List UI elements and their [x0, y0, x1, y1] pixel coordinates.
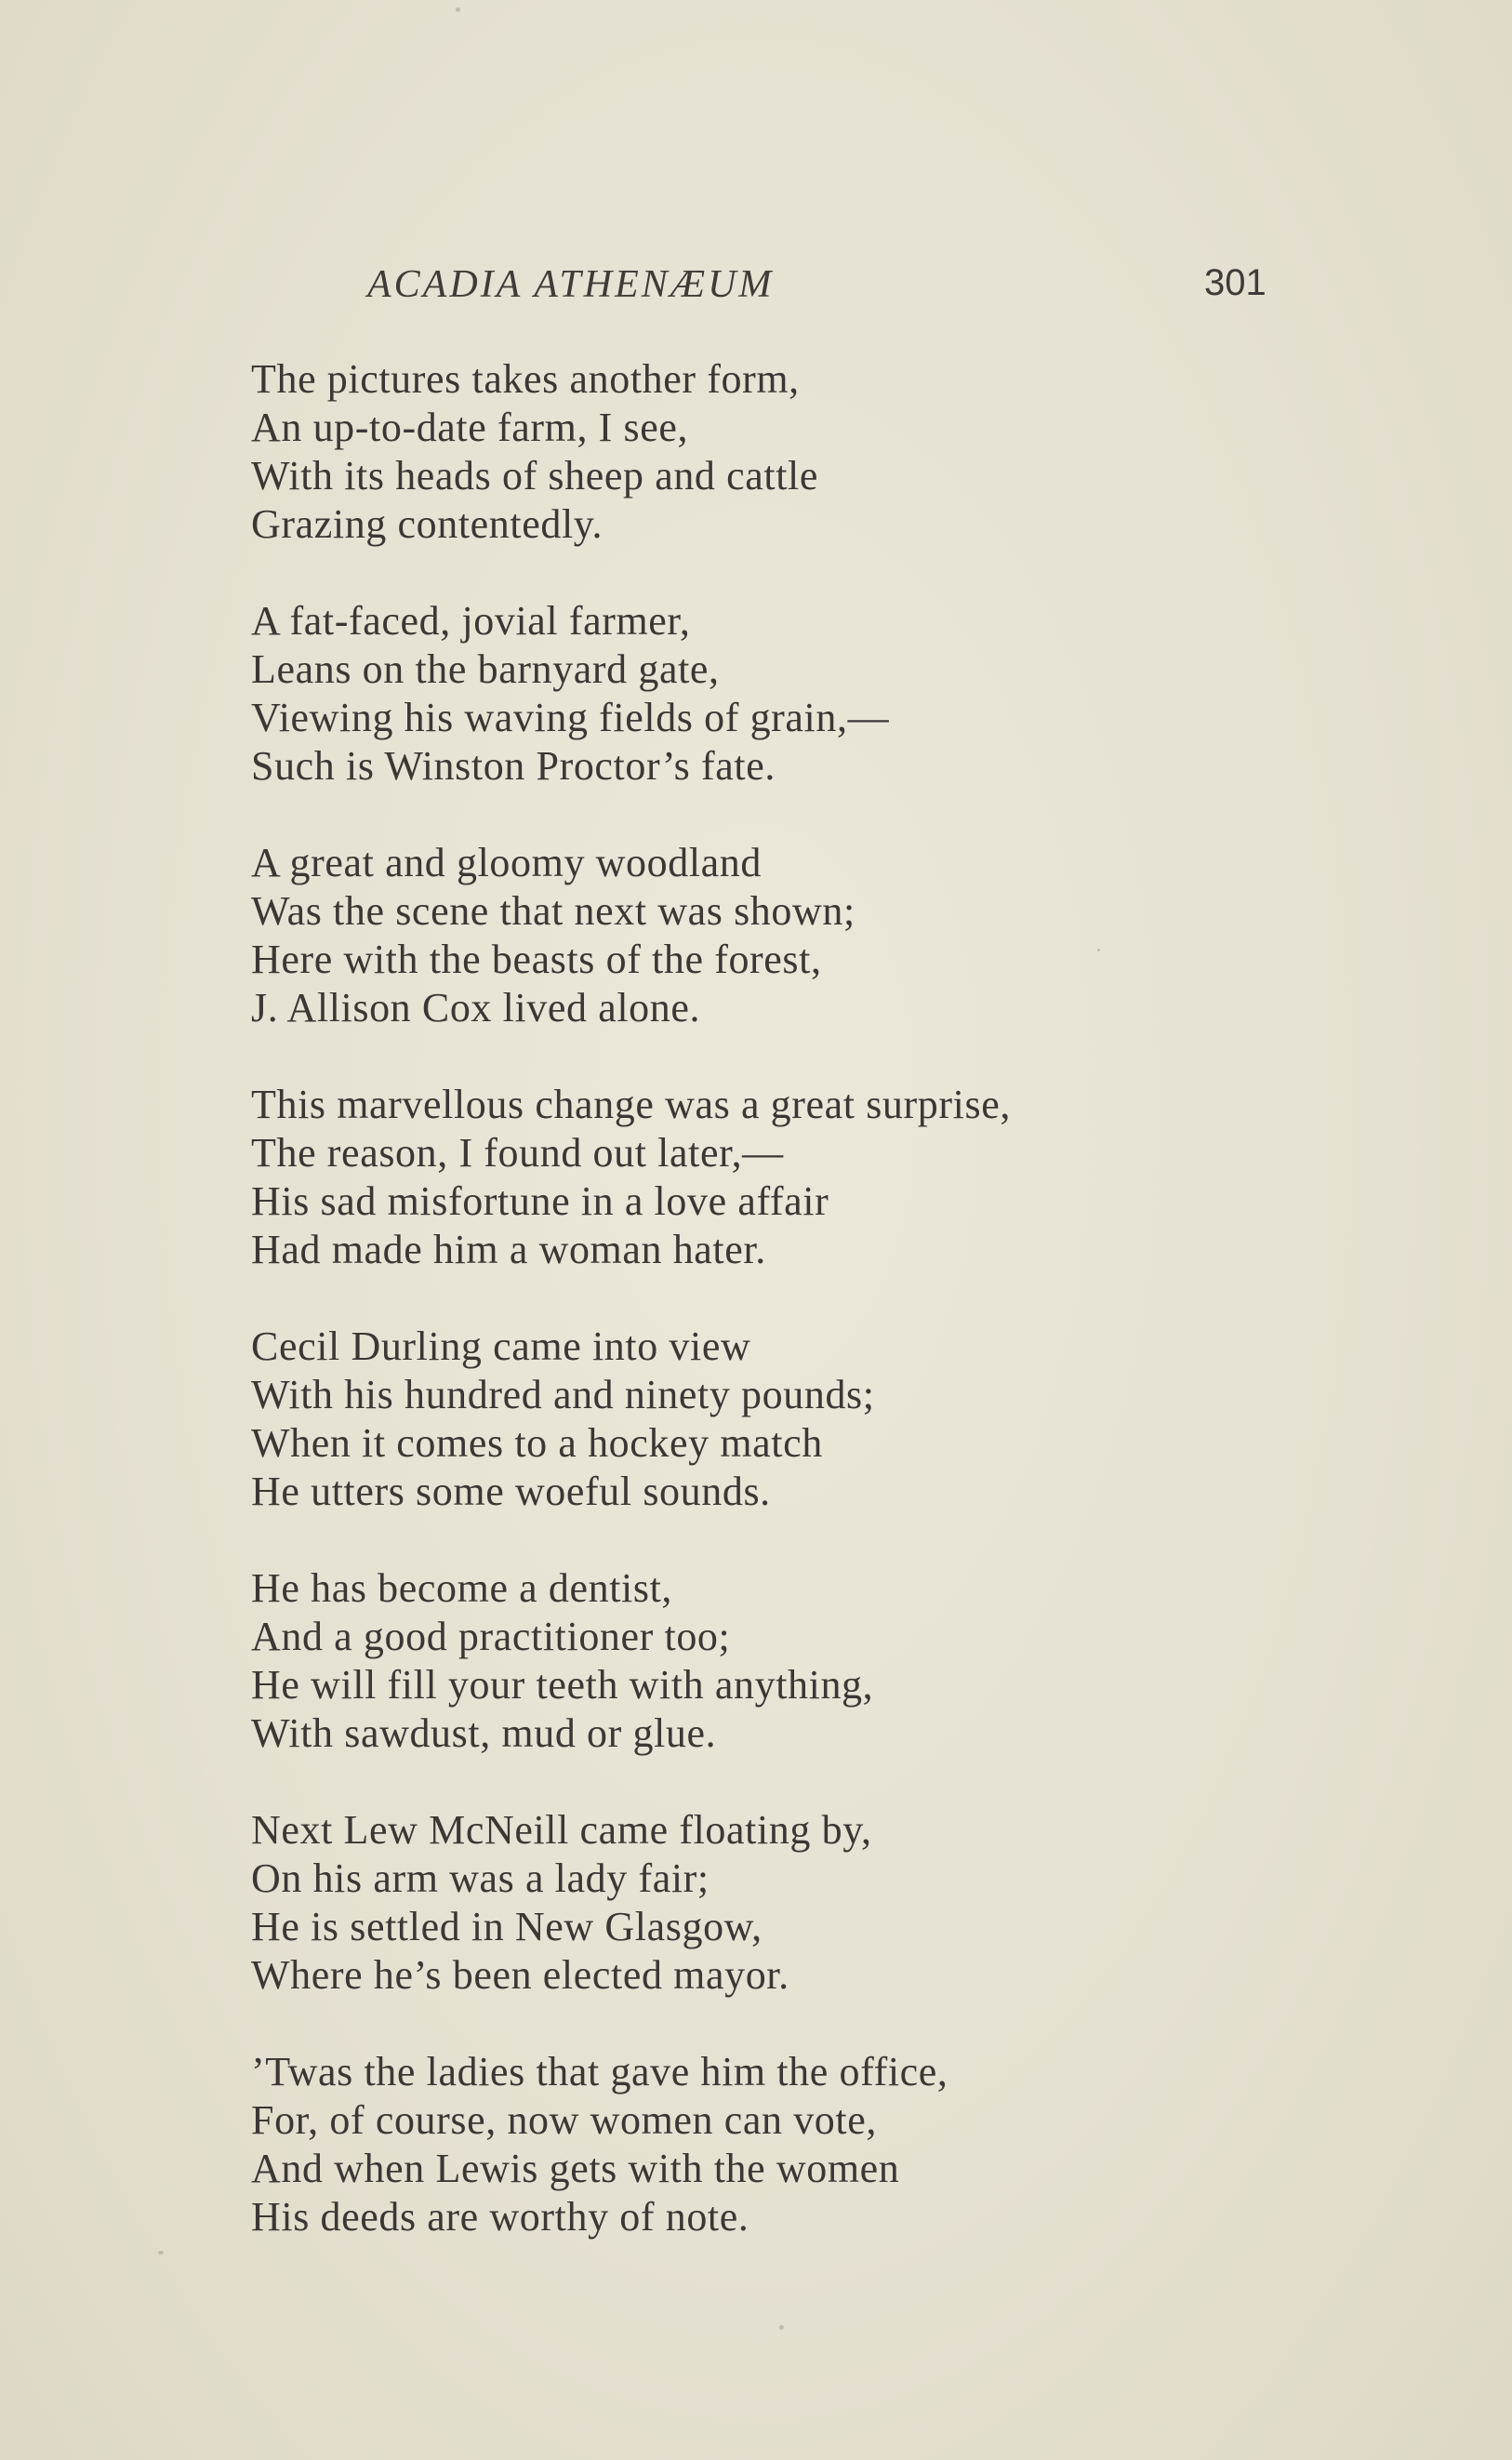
poem — [251, 355, 1218, 2290]
poem-line: The pictures takes another form, — [251, 356, 800, 402]
poem-line: For, of course, now women can vote, — [251, 2097, 877, 2143]
paper-speck — [779, 2325, 784, 2330]
page-number: 301 — [1204, 262, 1267, 303]
poem-line: He utters some woeful sounds. — [251, 1469, 771, 1514]
poem-line: His deeds are worthy of note. — [251, 2194, 749, 2240]
poem-line: Cecil Durling came into view — [251, 1323, 751, 1369]
poem-line: Leans on the barnyard gate, — [251, 646, 720, 692]
poem-line: When it comes to a hockey match — [251, 1420, 823, 1466]
page-header — [367, 262, 1297, 318]
poem-line: With his hundred and ninety pounds; — [251, 1372, 875, 1417]
poem-line: This marvellous change was a great surprise, — [251, 1082, 1011, 1127]
poem-line: Next Lew McNeill came floating by, — [251, 1807, 872, 1853]
poem-line: ’Twas the ladies that gave him the office, — [251, 2049, 948, 2094]
stanza — [251, 839, 1218, 1032]
stanza — [251, 1806, 1218, 2000]
poem-line: With its heads of sheep and cattle — [251, 453, 818, 499]
poem-line: Had made him a woman hater. — [251, 1227, 766, 1272]
poem-line: Where he’s been elected mayor. — [251, 1952, 789, 1998]
paper-speck — [158, 2251, 164, 2254]
poem-line: An up-to-date farm, I see, — [251, 405, 689, 450]
poem-line: Here with the beasts of the forest, — [251, 937, 822, 982]
stanza — [251, 355, 1218, 549]
stanza — [251, 1081, 1218, 1274]
running-title: ACADIA ATHENÆUM — [367, 263, 775, 306]
poem-line: Such is Winston Proctor’s fate. — [251, 743, 776, 789]
poem-line: A great and gloomy woodland — [251, 840, 762, 885]
poem-line: Grazing contentedly. — [251, 501, 603, 547]
poem-line: A fat-faced, jovial farmer, — [251, 598, 691, 644]
poem-line: With sawdust, mud or glue. — [251, 1710, 717, 1756]
poem-line: He is settled in New Glasgow, — [251, 1904, 763, 1949]
poem-line: He has become a dentist, — [251, 1565, 673, 1611]
poem-line: Viewing his waving fields of grain,— — [251, 695, 890, 740]
stanza — [251, 1323, 1218, 1516]
stanza — [251, 2048, 1218, 2241]
poem-line: And when Lewis gets with the women — [251, 2146, 900, 2191]
poem-line: Was the scene that next was shown; — [251, 888, 855, 934]
poem-line: The reason, I found out later,— — [251, 1130, 784, 1176]
poem-line: His sad misfortune in a love affair — [251, 1178, 829, 1224]
paper-speck — [456, 7, 460, 12]
poem-line: He will fill your teeth with anything, — [251, 1662, 874, 1708]
stanza — [251, 597, 1218, 791]
stanza — [251, 1564, 1218, 1758]
poem-line: On his arm was a lady fair; — [251, 1855, 710, 1901]
poem-line: J. Allison Cox lived alone. — [251, 985, 701, 1031]
poem-line: And a good practitioner too; — [251, 1614, 731, 1659]
